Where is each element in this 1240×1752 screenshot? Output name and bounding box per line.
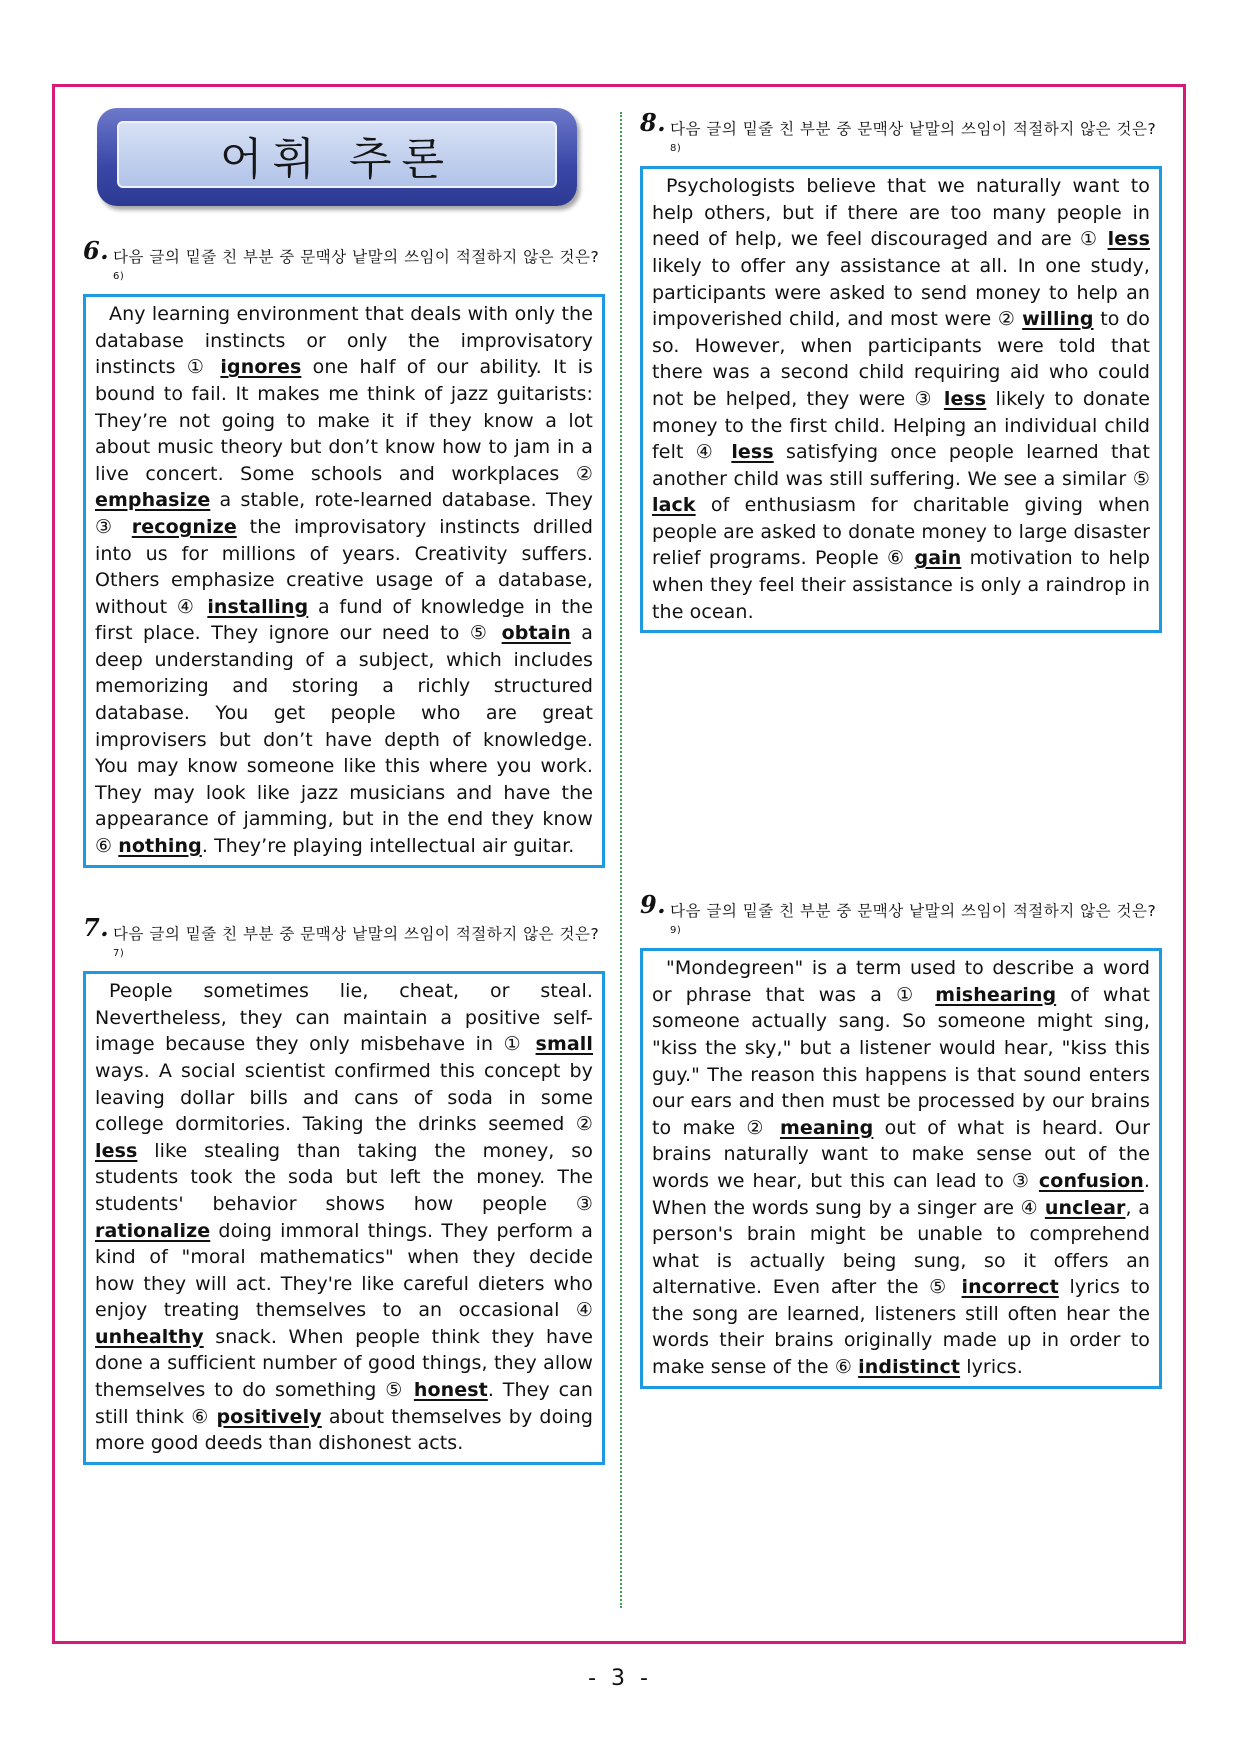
question-number: 8.: [640, 108, 667, 137]
title-banner: [97, 108, 577, 206]
underlined-word: confusion: [1038, 1169, 1144, 1192]
passage-text: , a person's brain might be unable to comprehend what is actually being sung, so it offers an alternative. Even after the ⑤: [652, 1196, 1150, 1299]
underlined-word: less: [731, 441, 774, 464]
question-header: [83, 236, 605, 290]
underlined-word: less: [1107, 228, 1150, 251]
passage-text: the improvisatory instincts drilled into us for millions of years. Creativity suffers. Others emphasize creative usage of a database, without ④: [95, 515, 593, 618]
passage-text: likely to offer any assistance at all. In one study, participants were asked to send money to help an impoverished child, and most were ②: [652, 254, 1150, 331]
underlined-word: honest: [413, 1379, 488, 1402]
question-instruction: 다음 글의 밑줄 친 부분 중 문맥상 낱말의 쓰임이 적절하지 않은 것은?: [113, 248, 600, 266]
underlined-word: ignores: [220, 356, 302, 379]
question-7: [83, 913, 605, 1465]
passage-text: a deep understanding of a subject, which includes memorizing and storing a richly structured database. You get people who are great improvisers but don’t have depth of knowledge. You may know someone like this where you work. They may look like jazz musicians and have the appearance of jamming, but in the end they know ⑥: [95, 622, 593, 858]
passage-text: . When the words sung by a singer are ④: [652, 1169, 1150, 1219]
passage-text: Psychologists believe that we naturally want to help others, but if there are too many people in need of help, we feel discouraged and are ①: [652, 175, 1150, 251]
question-header: [640, 890, 1162, 944]
passage-text: a stable, rote-learned database. They ③: [95, 489, 593, 538]
passage-text: like stealing than taking the money, so students took the soda but left the money. The students' behavior shows how people ③: [95, 1139, 593, 1215]
passage-text: lyrics.: [960, 1356, 1023, 1379]
passage-box: [640, 166, 1162, 633]
underlined-word: positively: [216, 1405, 322, 1428]
underlined-word: obtain: [501, 622, 571, 645]
question-reference: 9): [670, 925, 682, 936]
passage-box: [640, 948, 1162, 1389]
question-number: 9.: [640, 890, 667, 919]
underlined-word: indistinct: [858, 1356, 961, 1379]
underlined-word: mishearing: [935, 983, 1057, 1006]
underlined-word: less: [943, 387, 987, 410]
passage-text: out of what is heard. Our brains naturally want to make sense out of the words we hear, but this can lead to ③: [652, 1116, 1150, 1192]
underlined-word: unclear: [1044, 1196, 1126, 1219]
title-banner-inner: [117, 121, 557, 188]
question-reference: 8): [670, 143, 682, 154]
underlined-word: rationalize: [95, 1219, 211, 1242]
passage-text: People sometimes lie, cheat, or steal. Nevertheless, they can maintain a positive self-image because they only misbehave in ①: [95, 980, 593, 1056]
underlined-word: recognize: [131, 515, 237, 538]
question-number: 7.: [83, 913, 110, 942]
passage-text: of enthusiasm for charitable giving when people are asked to donate money to large disaster relief programs. People ⑥: [652, 494, 1150, 570]
underlined-word: gain: [914, 547, 962, 570]
passage-text: one half of our ability. It is bound to fail. It makes me think of jazz guitarists: They’re not going to make it if they know a lot about music theory but don’t know how to jam in a live concert. Some schools and workplaces ②: [95, 356, 593, 485]
question-reference: 7): [113, 948, 125, 959]
underlined-word: incorrect: [961, 1276, 1059, 1299]
passage-text: a fund of knowledge in the first place. They ignore our need to ⑤: [95, 595, 593, 645]
underlined-word: emphasize: [95, 489, 211, 512]
passage-text: motivation to help when they feel their assistance is only a raindrop in the ocean.: [652, 547, 1150, 623]
passage-text: ways. A social scientist confirmed this concept by leaving dollar bills and cans of soda in some college dormitories. Taking the drinks seemed ②: [95, 1059, 593, 1136]
underlined-word: small: [535, 1033, 593, 1056]
passage-text: "Mondegreen" is a term used to describe a word or phrase that was a ①: [652, 957, 1150, 1006]
passage-text: to do so. However, when participants were told that there was a second child requiring aid who could not be helped, they were ③: [652, 308, 1150, 410]
passage-text: of what someone actually sang. So someone might sing, "kiss the sky," but a listener would hear, "kiss this guy." The reason this happens is that sound enters our ears and then must be processed by our brains to make ②: [652, 983, 1150, 1139]
question-6: [83, 236, 605, 868]
passage-text: . They can still think ⑥: [95, 1379, 593, 1428]
passage-text: lyrics to the song are learned, listeners still often hear the words their brains originally made up in order to make sense of the ⑥: [652, 1276, 1150, 1379]
section-title: 어휘 추론: [219, 133, 454, 185]
page-number: - 3 -: [588, 1666, 652, 1691]
passage-text: doing immoral things. They perform a kind of "moral mathematics" when they decide how they will act. They're like careful dieters who enjoy treating themselves to an occasional ④: [95, 1219, 593, 1322]
passage-text: likely to donate money to the first child. Helping an individual child felt ④: [652, 387, 1151, 464]
passage-text: satisfying once people learned that another child was still suffering. We see a similar ⑤: [652, 441, 1150, 490]
passage-box: [83, 294, 605, 867]
underlined-word: unhealthy: [95, 1325, 204, 1348]
underlined-word: installing: [207, 595, 309, 618]
underlined-word: lack: [652, 494, 696, 517]
question-header: [83, 913, 605, 967]
passage-text: Any learning environment that deals with only the database instincts or only the improvisatory instincts ①: [95, 303, 593, 379]
passage-box: [83, 971, 605, 1465]
question-reference: 6): [113, 271, 125, 282]
question-instruction: 다음 글의 밑줄 친 부분 중 문맥상 낱말의 쓰임이 적절하지 않은 것은?: [113, 925, 600, 943]
passage-text: . They’re playing intellectual air guitar.: [201, 835, 575, 858]
question-header: [640, 108, 1162, 162]
underlined-word: less: [95, 1139, 138, 1162]
underlined-word: willing: [1022, 308, 1094, 331]
question-8: [640, 108, 1162, 633]
question-instruction: 다음 글의 밑줄 친 부분 중 문맥상 낱말의 쓰임이 적절하지 않은 것은?: [670, 902, 1157, 920]
question-instruction: 다음 글의 밑줄 친 부분 중 문맥상 낱말의 쓰임이 적절하지 않은 것은?: [670, 120, 1157, 138]
passage-text: snack. When people think they have done a sufficient number of good things, they allow themselves to do something ⑤: [95, 1325, 593, 1402]
question-number: 6.: [83, 236, 110, 265]
column-divider: [620, 112, 622, 1608]
underlined-word: meaning: [779, 1116, 874, 1139]
underlined-word: nothing: [118, 835, 202, 858]
question-9: [640, 890, 1162, 1389]
passage-text: about themselves by doing more good deeds than dishonest acts.: [95, 1405, 593, 1455]
